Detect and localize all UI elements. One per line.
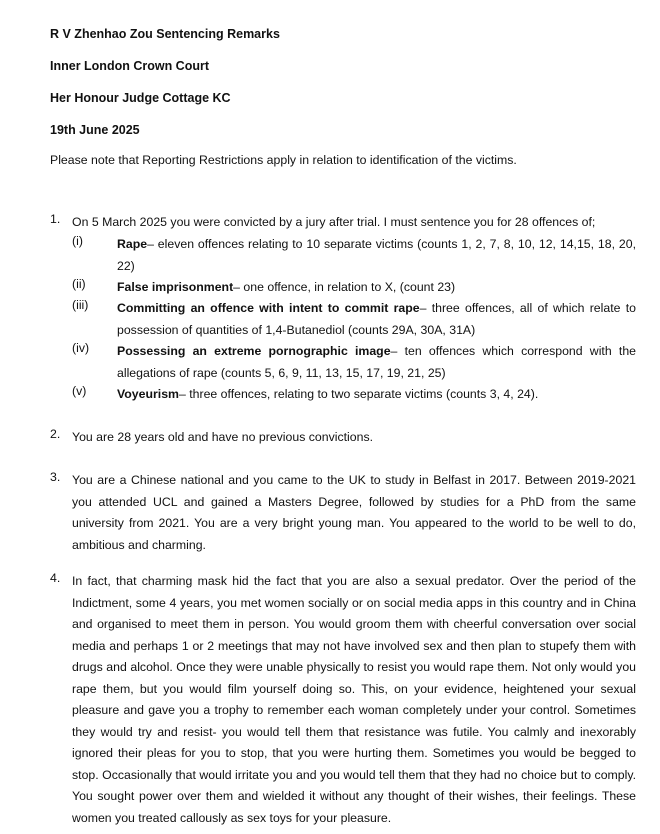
paragraph-number: 1. (50, 212, 61, 226)
offence-item (72, 341, 636, 384)
offence-label: Voyeurism (117, 387, 179, 401)
offence-detail: – ten offences which correspond with the allegations of rape (counts 5, 6, 9, 11, 13, 15, 17, 19, 21, 25) (117, 344, 636, 380)
offence-number: (i) (72, 234, 83, 248)
reporting-restrictions-note: Please note that Reporting Restrictions apply in relation to identification of the victims. (50, 153, 517, 167)
offence-item (72, 298, 636, 341)
paragraph-text: In fact, that charming mask hid the fact that you are also a sexual predator. Over the period of the Indictment, some 4 years, you met women socially or on social media apps in this country and in China and organised to meet them in person. You would groom them with cheerful conversation over social media and perhaps 1 or 2 meetings that may not have involved sex and then plan to stupefy them with drugs and alcohol. Once they were unable physically to resist you would rape them. Not only would you rape them, but you would film yourself doing so. This, on your evidence, heightened your sexual pleasure and gave you a trophy to remember each woman completely under your control. Sometimes they would try and resist- you would tell them that resistance was futile. You calmly and inexorably ignored their pleas for you to stop, that you were hurting them. Sometimes you would be begged to stop. Occasionally that would irritate you and you would tell them that they had no choice but to comply. You sought power over them and wielded it without any thought of their wishes, their feelings. These women you treated callously as sex toys for your pleasure. (72, 574, 636, 825)
offence-item (72, 384, 636, 406)
offence-item (72, 234, 636, 277)
offence-detail: – one offence, in relation to X, (count 23) (233, 280, 456, 294)
paragraph-3 (50, 470, 636, 556)
paragraph-1 (50, 212, 636, 234)
offence-label: Committing an offence with intent to commit rape (117, 301, 420, 315)
offence-detail: – eleven offences relating to 10 separate victims (counts 1, 2, 7, 8, 10, 12, 14,15, 18, 20, 22) (117, 237, 636, 273)
offence-item (72, 277, 636, 299)
paragraph-4 (50, 571, 636, 829)
offence-detail: – three offences, relating to two separate victims (counts 3, 4, 24). (178, 387, 539, 401)
court-name: Inner London Crown Court (50, 59, 210, 73)
paragraph-2 (50, 427, 636, 449)
offence-detail: – three offences, all of which relate to possession of quantities of 1,4-Butanediol (counts 29A, 30A, 31A) (117, 301, 636, 337)
paragraph-text: On 5 March 2025 you were convicted by a jury after trial. I must sentence you for 28 offences of; (72, 215, 596, 229)
paragraph-number: 2. (50, 427, 61, 441)
paragraph-text: You are 28 years old and have no previous convictions. (72, 430, 374, 444)
offence-label: Possessing an extreme pornographic image (117, 344, 391, 358)
offence-label: False imprisonment (117, 280, 234, 294)
paragraph-number: 4. (50, 571, 61, 585)
document-title: R V Zhenhao Zou Sentencing Remarks (50, 27, 280, 41)
paragraph-text: You are a Chinese national and you came to the UK to study in Belfast in 2017. Between 2019-2021 you attended UCL and gained a Masters Degree, followed by studies for a PhD from the same university from 2021. You are a very bright young man. You appeared to the world to be well to do, ambitious and charming. (72, 473, 636, 552)
judgment-date: 19th June 2025 (50, 123, 140, 137)
offence-label: Rape (117, 237, 148, 251)
paragraph-number: 3. (50, 470, 61, 484)
judge-name: Her Honour Judge Cottage KC (50, 91, 231, 105)
offence-number: (ii) (72, 277, 86, 291)
offence-number: (iii) (72, 298, 89, 312)
offence-number: (iv) (72, 341, 90, 355)
offence-number: (v) (72, 384, 87, 398)
